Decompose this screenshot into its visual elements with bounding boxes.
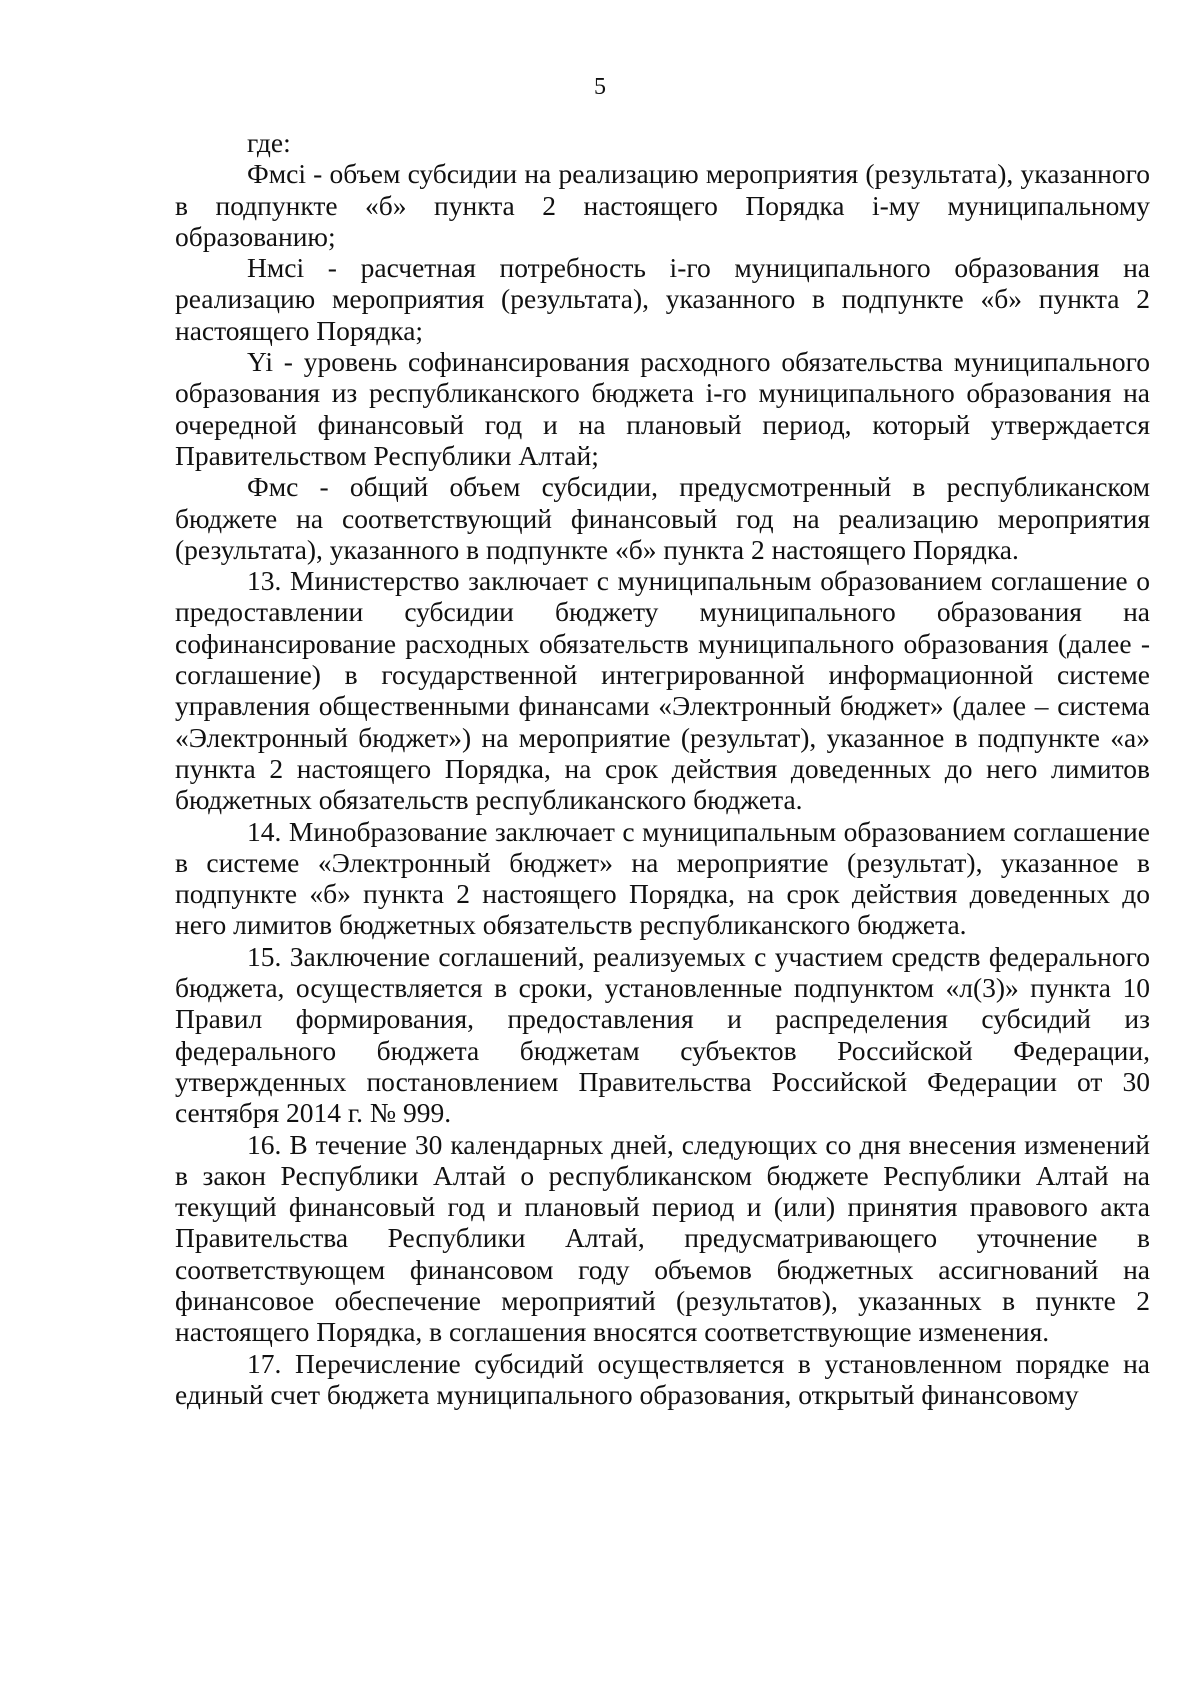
paragraph-17: 17. Перечисление субсидий осуществляется в установленном порядке на единый счет бюджета муниципального образования, открытый финансовому — [175, 1347, 1150, 1410]
paragraph-16: 16. В течение 30 календарных дней, следующих со дня внесения изменений в закон Республики Алтай о республиканском бюджете Республики Алтай на текущий финансовый год и плановый период и (или) принятия правового акта Правительства Республики Алтай, предусматривающего уточнение в соответствующем финансовом году объемов бюджетных ассигнований на финансовое обеспечение мероприятий (результатов), указанных в пункте 2 настоящего Порядка, в соглашения вносятся соответствующие изменения. — [175, 1128, 1150, 1348]
paragraph-15: 15. Заключение соглашений, реализуемых с участием средств федерального бюджета, осуществляется в сроки, установленные подпунктом «л(3)» пункта 10 Правил формирования, предоставления и распределения субсидий из федерального бюджета бюджетам субъектов Российской Федерации, утвержденных постановлением Правительства Российской Федерации от 30 сентября 2014 г. № 999. — [175, 940, 1150, 1129]
paragraph-14: 14. Минобразование заключает с муниципальным образованием соглашение в системе «Электронный бюджет» на мероприятие (результат), указанное в подпункте «б» пункта 2 настоящего Порядка, на срок действия доведенных до него лимитов бюджетных обязательств республиканского бюджета. — [175, 815, 1150, 941]
paragraph-13: 13. Министерство заключает с муниципальным образованием соглашение о предоставлении субсидии бюджету муниципального образования на софинансирование расходных обязательств муниципального образования (далее - соглашение) в государственной интегрированной информационной системе управления общественными финансами «Электронный бюджет» (далее – система «Электронный бюджет») на мероприятие (результат), указанное в подпункте «а» пункта 2 настоящего Порядка, на срок действия доведенных до него лимитов бюджетных обязательств республиканского бюджета. — [175, 565, 1150, 816]
paragraph-definition-nmsi: Нмсi - расчетная потребность i-го муниципального образования на реализацию мероприятия (результата), указанного в подпункте «б» пункта 2 настоящего Порядка; — [175, 252, 1150, 346]
paragraph-definition-yi: Yi - уровень софинансирования расходного обязательства муниципального образования из республиканского бюджета i-го муниципального образования на очередной финансовый год и на плановый период, который утверждается Правительством Республики Алтай; — [175, 346, 1150, 471]
page-number: 5 — [594, 74, 606, 100]
paragraph-where: где: — [247, 127, 291, 158]
document-body — [175, 127, 1150, 1410]
paragraph-definition-fmsi: Фмсi - объем субсидии на реализацию мероприятия (результата), указанного в подпункте «б» пункта 2 настоящего Порядка i-му муниципальному образованию; — [175, 158, 1150, 252]
paragraph-definition-fms: Фмс - общий объем субсидии, предусмотренный в республиканском бюджете на соответствующий финансовый год на реализацию мероприятия (результата), указанного в подпункте «б» пункта 2 настоящего Порядка. — [175, 471, 1150, 565]
